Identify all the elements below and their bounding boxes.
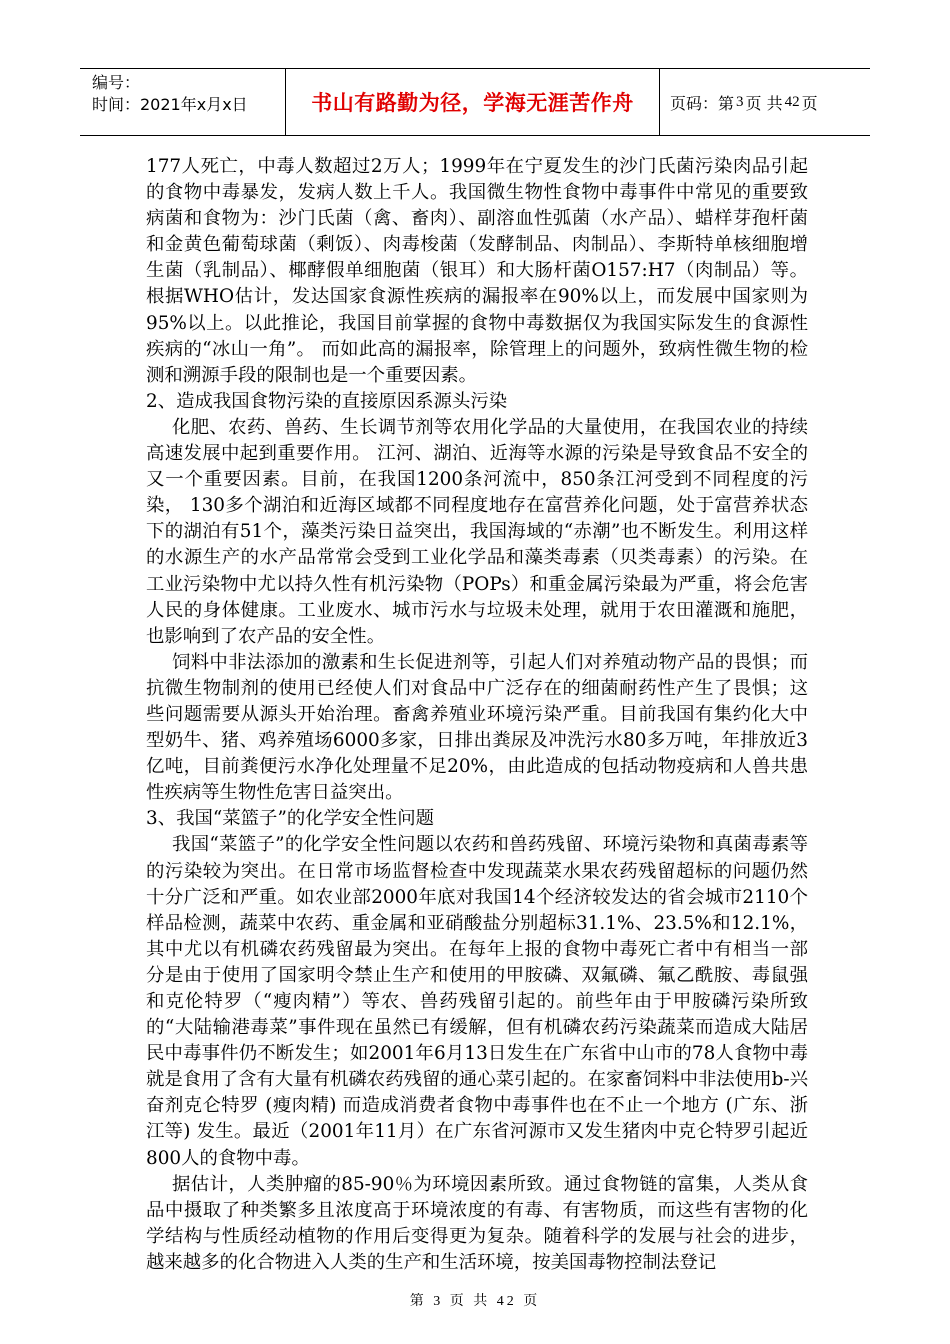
paragraph-2: 化肥、农药、兽药、生长调节剂等农用化学品的大量使用，在我国农业的持续高速发展中起到重要作用。 江河、湖泊、近海等水源的污染是导致食品不安全的又一个重要因素。目前，在我国1200条河流中，850条江河受到不同程度的污染， 130多个湖泊和近海区域都不同程度地存在富营养化问题，处于富营养状态下的湖泊有51个，藻类污染日益突出，我国海域的“赤潮”也不断发生。利用这样的水源生产的水产品常常会受到工业化学品和藻类毒素（贝类毒素）的污染。在工业污染物中尤以持久性有机污染物（POPs）和重金属污染最为严重，将会危害人民的身体健康。工业废水、城市污水与垃圾未处理，就用于农田灌溉和施肥，也影响到了农产品的安全性。 <box>146 416 808 647</box>
header-page-indicator <box>660 69 870 135</box>
header-motto: 书山有路勤为径，学海无涯苦作舟 <box>285 69 660 135</box>
page-total: 42 <box>784 93 800 110</box>
page-header <box>80 68 870 136</box>
section-heading-3: 3、我国“菜篮子”的化学安全性问题 <box>146 808 434 830</box>
page-footer: 第 3 页 共 42 页 <box>409 1294 541 1309</box>
section-heading-2: 2、造成我国食物污染的直接原因系源头污染 <box>146 390 508 412</box>
page-label-suffix: 页 <box>801 93 818 113</box>
paragraph-3: 饲料中非法添加的激素和生长促进剂等，引起人们对养殖动物产品的畏惧；而抗微生物制剂的使用已经使人们对食品中广泛存在的细菌耐药性产生了畏惧；这些问题需要从源头开始治理。畜禽养殖业环境污染严重。目前我国有集约化大中型奶牛、猪、鸡养殖场6000多家，日排出粪尿及冲洗污水80多万吨，年排放近3亿吨，目前粪便污水净化处理量不足20%，由此造成的包括动物疫病和人兽共患性疾病等生物性危害日益突出。 <box>146 651 808 804</box>
paragraph-4: 我国“菜篮子”的化学安全性问题以农药和兽药残留、环境污染物和真菌毒素等的污染较为突出。在日常市场监督检查中发现蔬菜水果农药残留超标的问题仍然十分广泛和严重。如农业部2000年底对我国14个经济较发达的省会城市2110个样品检测，蔬菜中农药、重金属和亚硝酸盐分别超标31.1%、23.5%和12.1%，其中尤以有机磷农药残留最为突出。在每年上报的食物中毒死亡者中有相当一部分是由于使用了国家明令禁止生产和使用的甲胺磷、双氟磷、氟乙酰胺、毒鼠强和克伦特罗（“瘦肉精”）等农、兽药残留引起的。前些年由于甲胺磷污染所致的“大陆输港毒菜”事件现在虽然已有缓解，但有机磷农药污染蔬菜而造成大陆居民中毒事件仍不断发生；如2001年6月13日发生在广东省中山市的78人食物中毒就是食用了含有大量有机磷农药残留的通心菜引起的。在家畜饲料中非法使用b-兴奋剂克仑特罗 (瘦肉精) 而造成消费者食物中毒事件也在不止一个地方 (广东、浙江等) 发生。最近（2001年11月）在广东省河源市又发生猪肉中克仑特罗引起近800人的食物中毒。 <box>146 834 808 1169</box>
paragraph-5: 据估计，人类肿瘤的85-90％为环境因素所致。通过食物链的富集，人类从食品中摄取了种类繁多且浓度高于环境浓度的有毒、有害物质，而这些有害物的化学结构与性质经动植物的作用后变得更为复杂。随着科学的发展与社会的进步，越来越多的化合物进入人类的生产和生活环境，按美国毒物控制法登记 <box>146 1173 808 1273</box>
paragraph-1: 177人死亡，中毒人数超过2万人；1999年在宁夏发生的沙门氏菌污染肉品引起的食物中毒暴发，发病人数上千人。我国微生物性食物中毒事件中常见的重要致病菌和食物为：沙门氏菌（禽、畜肉）、副溶血性弧菌（水产品）、蜡样芽孢杆菌和金黄色葡萄球菌（剩饭）、肉毒梭菌（发酵制品、肉制品）、李斯特单核细胞增生菌（乳制品）、椰酵假单细胞菌（银耳）和大肠杆菌O157:H7（肉制品）等。根据WHO估计，发达国家食源性疾病的漏报率在90%以上，而发展中国家则为95%以上。以此推论，我国目前掌握的食物中毒数据仅为我国实际发生的食源性疾病的“冰山一角”。 而如此高的漏报率，除管理上的问题外，致病性微生物的检测和溯源手段的限制也是一个重要因素。 <box>146 156 808 386</box>
page-current: 3 <box>736 93 744 110</box>
document-body <box>146 154 808 1276</box>
header-meta <box>80 69 285 135</box>
page-label-mid: 页 共 <box>745 93 783 113</box>
page-label-prefix: 页码：第 <box>670 93 735 113</box>
document-number-label: 编号： <box>92 73 141 92</box>
document-time-label: 时间：2021年x月x日 <box>92 95 248 114</box>
